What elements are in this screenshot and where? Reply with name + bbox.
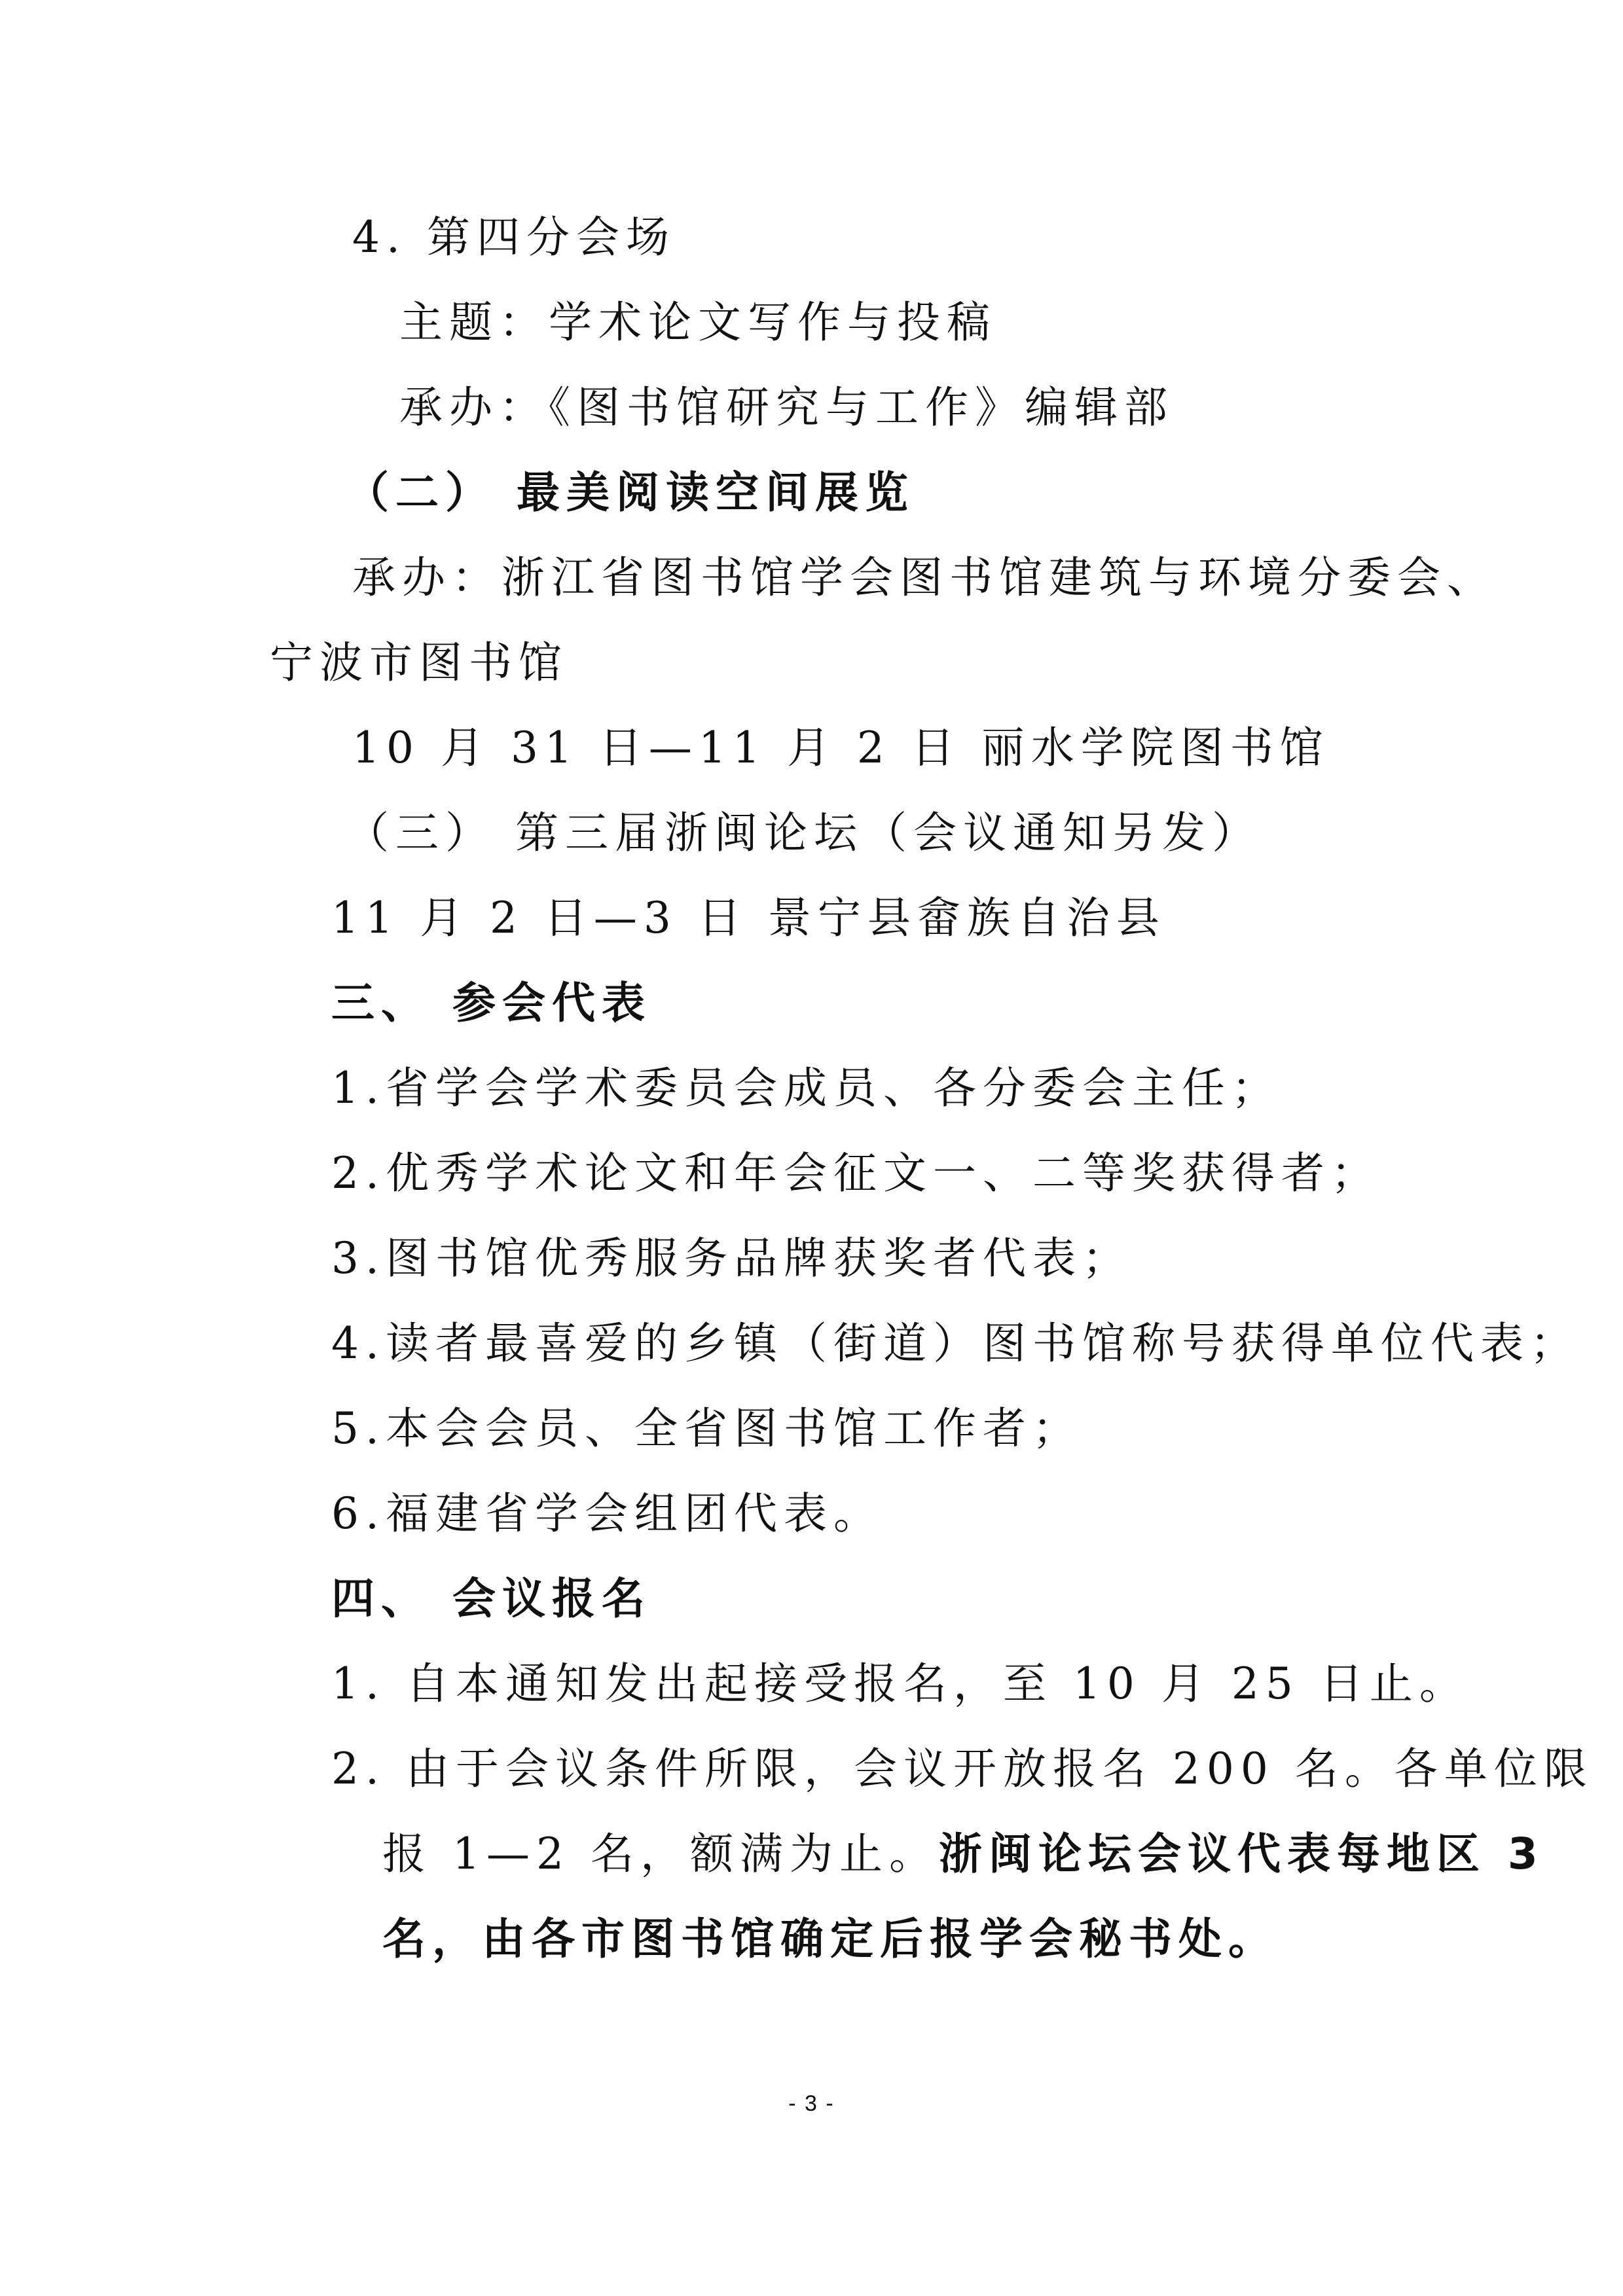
page-number: - 3 - bbox=[788, 2091, 835, 2116]
exhibition-organizer-line1: 承办：浙江省图书馆学会图书馆建筑与环境分委会、 bbox=[352, 552, 1497, 603]
list-item: 5.本会会员、全省图书馆工作者； bbox=[331, 1403, 1082, 1454]
exhibition-schedule: 10 月 31 日—11 月 2 日 丽水学院图书馆 bbox=[352, 723, 1330, 773]
venue4-heading: 4. 第四分会场 bbox=[352, 212, 676, 262]
forum-heading: （三） 第三届浙闽论坛（会议通知另发） bbox=[346, 808, 1262, 858]
registration-item-2-line1: 2. 由于会议条件所限，会议开放报名 200 名。各单位限 bbox=[331, 1744, 1594, 1794]
venue4-organizer: 承办：《图书馆研究与工作》编辑部 bbox=[399, 382, 1174, 433]
list-item: 1.省学会学术委员会成员、各分委会主任； bbox=[331, 1063, 1281, 1113]
forum-schedule: 11 月 2 日—3 日 景宁县畲族自治县 bbox=[331, 893, 1166, 943]
registration-item-2-line2-bold: 浙闽论坛会议代表每地区 3 bbox=[938, 1829, 1544, 1879]
list-item: 4.读者最喜爱的乡镇（街道）图书馆称号获得单位代表； bbox=[331, 1318, 1580, 1369]
registration-item-2-line2-normal: 报 1—2 名，额满为止。 bbox=[382, 1829, 939, 1879]
exhibition-organizer-line2: 宁波市图书馆 bbox=[270, 637, 568, 688]
exhibition-heading: （二） 最美阅读空间展览 bbox=[346, 467, 915, 518]
registration-item-2-line3: 名，由各市图书馆确定后报学会秘书处。 bbox=[382, 1914, 1278, 1964]
registration-item-2-line2 bbox=[382, 1829, 1544, 1879]
section3-heading: 三、 参会代表 bbox=[331, 978, 651, 1028]
venue4-theme: 主题：学术论文写作与投稿 bbox=[399, 297, 996, 348]
list-item: 6.福建省学会组团代表。 bbox=[331, 1488, 883, 1539]
registration-item-1: 1. 自本通知发出起接受报名，至 10 月 25 日止。 bbox=[331, 1659, 1469, 1709]
list-item: 3.图书馆优秀服务品牌获奖者代表； bbox=[331, 1233, 1132, 1283]
section4-heading: 四、 会议报名 bbox=[331, 1573, 651, 1624]
list-item: 2.优秀学术论文和年会征文一、二等奖获得者； bbox=[331, 1148, 1381, 1198]
